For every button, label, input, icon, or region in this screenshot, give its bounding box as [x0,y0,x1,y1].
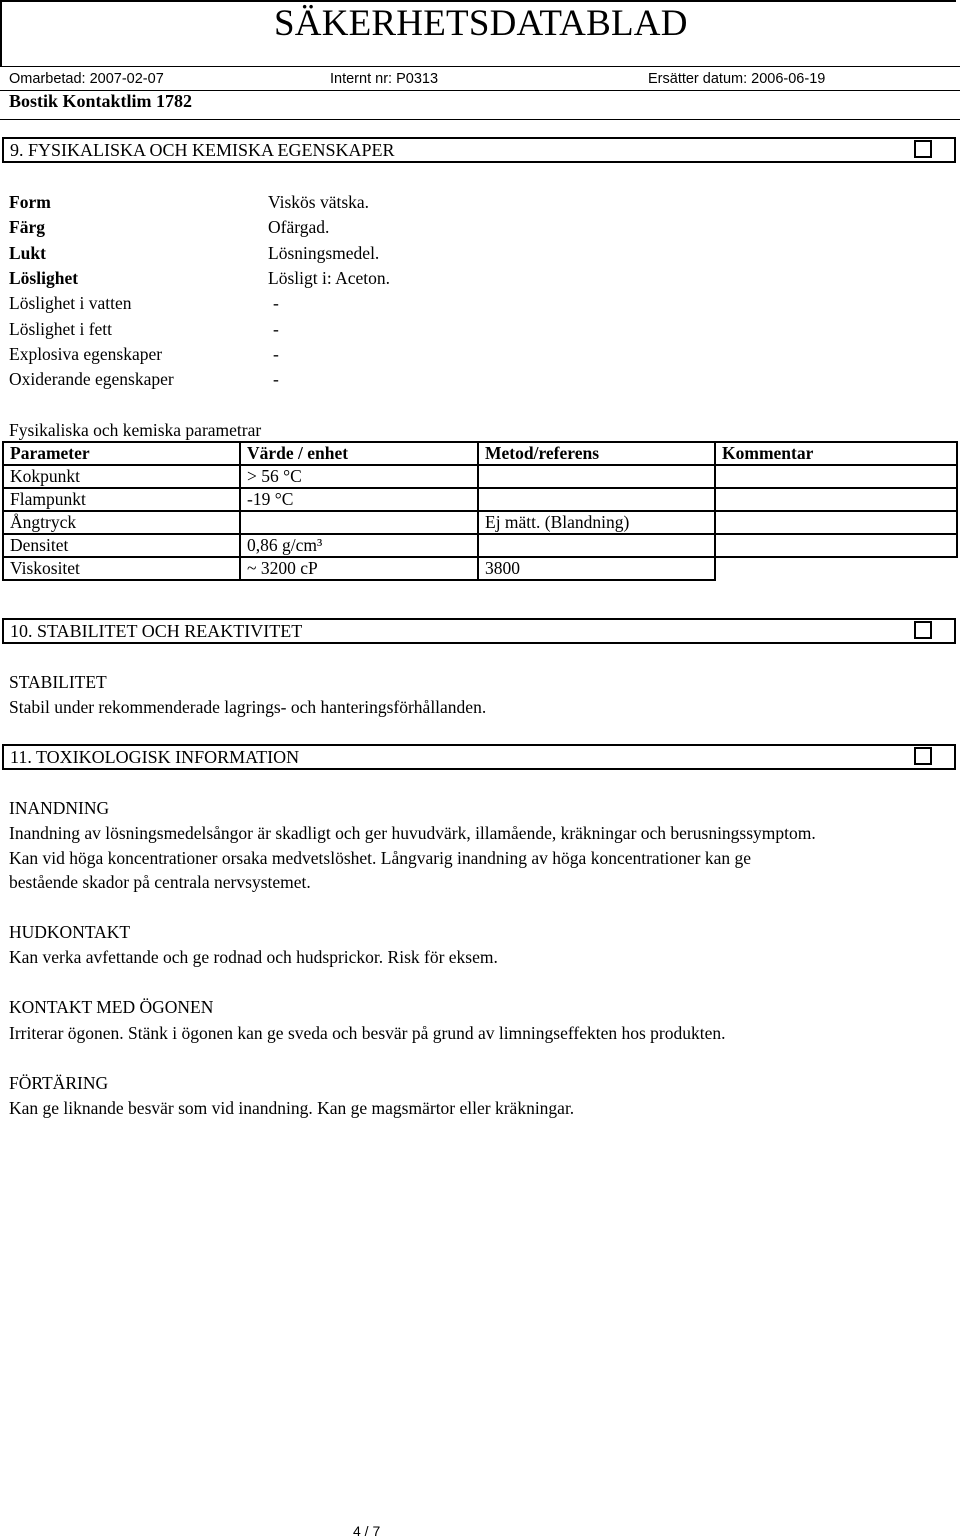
table-cell [478,488,715,511]
property-label: Färg [9,217,45,237]
table-row [3,511,957,534]
property-label: Form [9,192,51,212]
section-10-bar [2,618,956,644]
document-title: SÄKERHETSDATABLAD [274,3,688,44]
table-cell [715,488,957,511]
eye-contact-heading: KONTAKT MED ÖGONEN [9,997,214,1017]
ingestion-text: Kan ge liknande besvär som vid inandning. Kan ge magsmärtor eller kräkningar. [9,1098,575,1118]
property-value: Lösligt i: Aceton. [268,268,391,288]
eye-contact-text: Irriterar ögonen. Stänk i ögonen kan ge sveda och besvär på grund av limningseffekten hos produkten. [9,1023,726,1043]
skin-contact-heading: HUDKONTAKT [9,922,131,942]
section-9-checkbox-icon [914,140,932,158]
table-cell: Viskositet [3,557,240,580]
table-header-cell: Parameter [3,442,240,465]
section-10-title: 10. STABILITET OCH REAKTIVITET [10,621,303,641]
property-value: Ofärgad. [268,217,330,237]
property-label: Lukt [9,243,46,263]
property-label: Löslighet i fett [9,319,113,339]
table-cell: Densitet [3,534,240,557]
table-cell [715,534,957,557]
property-label: Löslighet i vatten [9,293,132,313]
section-10-checkbox-icon [914,621,932,639]
section-11-title: 11. TOXIKOLOGISK INFORMATION [10,747,300,767]
table-row [3,488,957,511]
internal-number: Internt nr: P0313 [330,71,439,87]
inhalation-heading: INANDNING [9,798,110,818]
table-cell: 3800 [478,557,715,580]
table-cell [715,557,957,580]
section-11-bar [2,744,956,770]
inhalation-text: bestående skador på centrala nervsystemet. [9,872,311,892]
table-header-row [3,442,957,465]
stability-heading: STABILITET [9,672,107,692]
inhalation-text: Kan vid höga koncentrationer orsaka medvetslöshet. Långvarig inandning av höga koncentrationer kan ge [9,848,752,868]
page-number: 4 / 7 [353,1523,381,1539]
table-cell: Ångtryck [3,511,240,534]
section-9-bar [2,137,956,163]
table-row [3,557,957,580]
table-cell: 0,86 g/cm³ [240,534,478,557]
parameters-table [2,441,958,581]
table-header-cell: Kommentar [715,442,957,465]
table-row [3,534,957,557]
table-row [3,465,957,488]
property-value: - [273,319,279,339]
table-cell: Flampunkt [3,488,240,511]
table-cell: Ej mätt. (Blandning) [478,511,715,534]
header-rule-top [0,66,960,67]
property-label: Löslighet [9,268,79,288]
property-label: Explosiva egenskaper [9,344,163,364]
section-11-checkbox-icon [914,747,932,765]
stability-text: Stabil under rekommenderade lagrings- och hanteringsförhållanden. [9,697,487,717]
section-9-title: 9. FYSIKALISKA OCH KEMISKA EGENSKAPER [10,140,395,160]
replaces-date: Ersätter datum: 2006-06-19 [648,71,826,87]
property-value: Viskös vätska. [268,192,370,212]
product-name: Bostik Kontaktlim 1782 [9,91,193,111]
inhalation-text: Inandning av lösningsmedelsångor är skadligt och ger huvudvärk, illamående, kräkningar och berusningssymptom. [9,823,816,843]
property-label: Oxiderande egenskaper [9,369,174,389]
table-cell [715,511,957,534]
table-cell [478,534,715,557]
property-value: - [273,293,279,313]
revised-date: Omarbetad: 2007-02-07 [9,71,164,87]
params-heading: Fysikaliska och kemiska parametrar [9,420,262,440]
table-header-cell: Metod/referens [478,442,715,465]
table-cell: Kokpunkt [3,465,240,488]
ingestion-heading: FÖRTÄRING [9,1073,109,1093]
header-rule-bottom [0,119,960,120]
table-cell [478,465,715,488]
table-cell: -19 °C [240,488,478,511]
property-value: Lösningsmedel. [268,243,380,263]
table-cell [715,465,957,488]
table-cell: ~ 3200 cP [240,557,478,580]
property-value: - [273,369,279,389]
table-header-cell: Värde / enhet [240,442,478,465]
skin-contact-text: Kan verka avfettande och ge rodnad och hudsprickor. Risk för eksem. [9,947,498,967]
table-cell [240,511,478,534]
property-value: - [273,344,279,364]
table-cell: > 56 °C [240,465,478,488]
